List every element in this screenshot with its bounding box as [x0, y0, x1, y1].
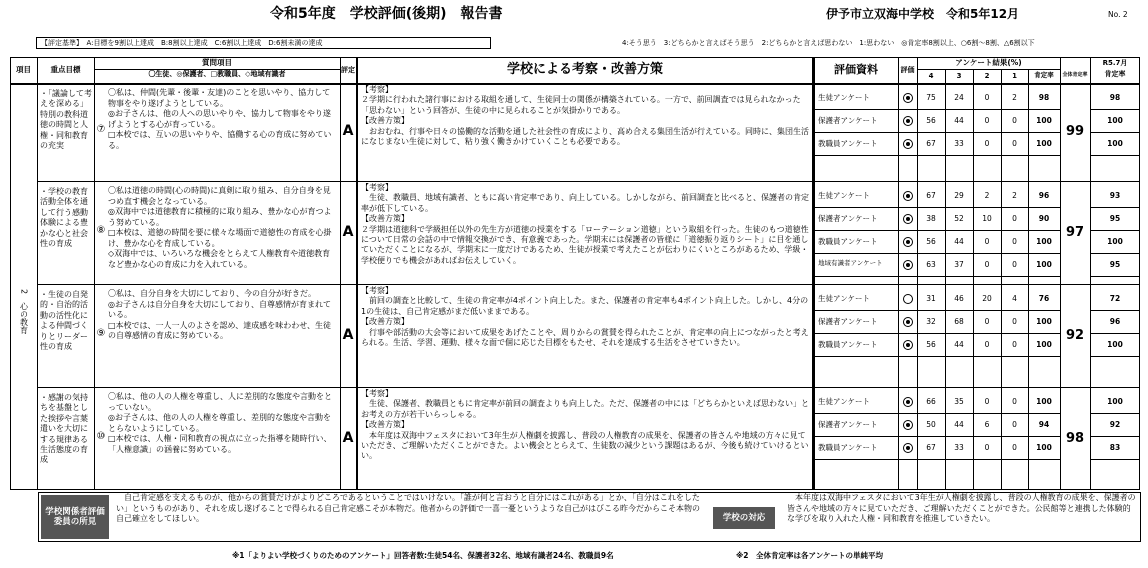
double-circle-icon: [903, 116, 913, 126]
survey-divider: [814, 109, 1060, 110]
survey-name: 生徒アンケート: [818, 191, 871, 200]
eval-mark-icon: [898, 86, 917, 109]
survey-rate: 100: [1036, 340, 1052, 349]
survey-rate: 100: [1036, 397, 1052, 406]
header-question: 質問項目: [202, 58, 232, 67]
survey-divider: [814, 436, 1060, 437]
survey-name: 教職員アンケート: [818, 340, 878, 349]
survey-divider: [1090, 413, 1140, 414]
survey-value-v2: 0: [984, 93, 990, 102]
double-circle-icon: [903, 340, 913, 350]
survey-value-v3: 35: [954, 397, 964, 406]
double-circle-icon: [903, 139, 913, 149]
criteria-box: 【評定基準】 A:目標を9割以上達成 B:8割以上達成 C:6割以上達成 D:6割未満の達成: [36, 37, 491, 49]
survey-divider: [814, 413, 1060, 414]
header-overall: 全体肯定率: [1062, 72, 1088, 78]
survey-divider: [1090, 230, 1140, 231]
survey-value-v4: 56: [926, 237, 936, 246]
response-text: 本年度は双海中フェスタにおいて3年生が人権劇を披露し、普段の人権教育の成果を、保護者の皆さんや地域の方々に見ていただき、ご理解いただくことができた。公民館等と連携した体験的な学びを取り入れた人権・同和教育を推進していきたい。: [787, 493, 1136, 524]
survey-divider: [1090, 109, 1140, 110]
survey-value-v3: 37: [954, 260, 964, 269]
grade-value: A: [342, 429, 354, 446]
survey-rate: 98: [1038, 93, 1050, 102]
survey-name: 生徒アンケート: [818, 93, 871, 102]
double-circle-icon: [903, 317, 913, 327]
survey-name: 教職員アンケート: [818, 237, 878, 246]
survey-value-v1: 0: [1012, 139, 1017, 148]
survey-value-v4: 66: [926, 397, 936, 406]
question-text: 〇私は、仲間(先輩・後輩・友達)のことを思いやり、協力して物事をやり遂げようとしている。 ◎お子さんは、他の人への思いやりや、協力して物事をやり遂げようとする心が育っている。 □本校では、互いの思いやりや、協働する心の育成に努めている。: [108, 88, 332, 150]
survey-divider: [814, 155, 1060, 156]
survey-r5-rate: 72: [1109, 294, 1121, 303]
goal-text: ・感謝の気持ちを基盤とした挨拶や言葉遣いを大切にする規律ある生活態度の育成: [40, 393, 88, 465]
header-reflection: 学校による考察・改善方策: [506, 62, 663, 78]
header-goal: 重点目標: [50, 65, 81, 75]
survey-divider: [1090, 276, 1140, 277]
committee-label: 学校関係者評価委員の所見: [41, 495, 109, 539]
question-text: 〇私は、自分自身を大切にしており、今の自分が好きだ。 ◎お子さんは自分自身を大切にしており、自尊感情が育まれている。 □本校では、一人一人のよさを認め、達成感を味わわせ、生徒の自尊感情の育成に努めている。: [108, 289, 331, 341]
survey-value-v1: 0: [1012, 260, 1017, 269]
header-item: 項目: [16, 65, 31, 75]
survey-name: 教職員アンケート: [818, 443, 878, 452]
eval-mark-icon: [898, 109, 917, 132]
response-label: 学校の対応: [713, 507, 775, 529]
survey-name: 教職員アンケート: [818, 139, 878, 148]
survey-value-v2: 20: [982, 294, 992, 303]
survey-value-v1: 0: [1012, 237, 1017, 246]
survey-r5-rate: 100: [1107, 397, 1123, 406]
reflection-text: 【考察】 前回の調査と比較して、生徒の肯定率が4ポイント向上した。また、保護者の肯定率も4ポイント向上した。しかし、4分の1の生徒は、自己肯定感がまだ低いままである。 【改善方策】 行事や部活動の大会等において成果をあげたことや、周りからの賞賛を得られたことが、肯定率の向上につながったと考えられる。生活、学習、運動、様々な面で個に応じた目標をもたせ、それを達成する生活をさせていきたい。: [361, 286, 809, 347]
footnote-2: ※2 全体肯定率は各アンケートの単純平均: [736, 551, 884, 560]
survey-value-v1: 0: [1012, 317, 1017, 326]
survey-rate: 100: [1036, 116, 1052, 125]
goal-text: ・学校の教育活動全体を通して行う感動体験による豊かな心と社会性の育成: [40, 187, 88, 248]
question-text: 〇私は道徳の時間(心の時間)に真剣に取り組み、自分自身を見つめ直す機会となっている。 ◎双海中では道徳教育に積極的に取り組み、豊かな心が育つよう努めている。 □本校は、道徳の時間を要に様々な場面で道徳性の育成を心掛け、豊かな心を育成している。 ◇双海中では、いろいろな機会をとらえて人権教育や道徳教育など豊かな心の育成に力を入れている。: [108, 186, 332, 269]
overall-rate: 99: [1065, 124, 1085, 140]
survey-value-v2: 2: [984, 191, 990, 200]
overall-rate: 98: [1065, 430, 1085, 446]
survey-value-v4: 56: [926, 116, 936, 125]
survey-value-v4: 67: [926, 139, 936, 148]
survey-r5-rate: 95: [1109, 260, 1121, 269]
survey-divider: [814, 276, 1060, 277]
header-survey: アンケート結果(%): [955, 58, 1022, 67]
survey-value-v3: 33: [954, 443, 964, 452]
survey-rate: 100: [1036, 317, 1052, 326]
eval-mark-icon: [898, 413, 917, 436]
eval-mark-icon: [898, 230, 917, 253]
header-grade: 評定: [341, 65, 355, 74]
survey-value-v2: 0: [984, 237, 990, 246]
header-col-1: 1: [1012, 72, 1017, 80]
eval-mark-icon: [898, 333, 917, 356]
survey-r5-rate: 92: [1109, 420, 1121, 429]
survey-name: 生徒アンケート: [818, 397, 871, 406]
survey-divider: [814, 230, 1060, 231]
question-number: ⑩: [96, 431, 106, 442]
survey-value-v1: 0: [1012, 397, 1017, 406]
survey-value-v4: 50: [926, 420, 936, 429]
header-col-4: 4: [928, 72, 934, 80]
survey-divider: [1090, 253, 1140, 254]
double-circle-icon: [903, 237, 913, 247]
survey-value-v2: 0: [984, 340, 990, 349]
survey-value-v2: 0: [984, 443, 990, 452]
survey-name: 保護者アンケート: [818, 317, 878, 326]
question-number: ⑨: [96, 328, 106, 339]
header-r5-sub: 肯定率: [1104, 70, 1126, 78]
header-col-3: 3: [956, 72, 962, 80]
double-circle-icon: [903, 397, 913, 407]
survey-value-v3: 44: [954, 116, 964, 125]
question-number: ⑦: [96, 124, 106, 135]
survey-value-v2: 10: [982, 214, 992, 223]
eval-mark-icon: [898, 253, 917, 276]
survey-value-v1: 2: [1012, 191, 1017, 200]
survey-value-v4: 67: [926, 443, 936, 452]
eval-mark-icon: [898, 132, 917, 155]
survey-rate: 100: [1036, 237, 1052, 246]
survey-name: 生徒アンケート: [818, 294, 871, 303]
school-name: 伊予市立双海中学校 令和5年12月: [826, 7, 1020, 21]
survey-value-v2: 6: [984, 420, 990, 429]
survey-value-v3: 46: [954, 294, 964, 303]
survey-divider: [1090, 132, 1140, 133]
double-circle-icon: [903, 260, 913, 270]
survey-value-v2: 0: [984, 139, 990, 148]
survey-value-v4: 56: [926, 340, 936, 349]
question-number: ⑧: [96, 225, 106, 236]
survey-divider: [814, 459, 1060, 460]
overall-rate: 92: [1065, 327, 1085, 343]
eval-mark-icon: [898, 207, 917, 230]
survey-r5-rate: 95: [1109, 214, 1121, 223]
survey-r5-rate: 98: [1109, 93, 1121, 102]
survey-value-v1: 0: [1012, 116, 1017, 125]
grade-value: A: [342, 326, 354, 343]
header-r5: R5.7月: [1102, 59, 1128, 67]
goal-text: ・「議論して考えを深める」特別の教科道徳の時間と人権・同和教育の充実: [40, 89, 92, 150]
survey-value-v2: 0: [984, 317, 990, 326]
survey-value-v3: 52: [954, 214, 964, 223]
header-eval: 評価: [900, 65, 915, 74]
survey-divider: [814, 356, 1060, 357]
survey-divider: [1090, 459, 1140, 460]
header-rate: 肯定率: [1034, 71, 1054, 79]
survey-rate: 100: [1036, 139, 1052, 148]
header-question-sub: 〇生徒、◎保護者、□教職員、◇地域有識者: [148, 70, 286, 78]
survey-divider: [814, 207, 1060, 208]
survey-divider: [814, 333, 1060, 334]
legend-text: 4:そう思う 3:どちらかと言えばそう思う 2:どちらかと言えば思わない 1:思わない ◎肯定率8割以上、○6割～8割、△6割以下: [622, 39, 1035, 47]
survey-value-v4: 63: [926, 260, 936, 269]
survey-rate: 94: [1038, 420, 1050, 429]
survey-value-v3: 44: [954, 420, 964, 429]
survey-r5-rate: 100: [1107, 116, 1123, 125]
survey-value-v3: 68: [954, 317, 964, 326]
survey-value-v3: 33: [954, 139, 964, 148]
survey-r5-rate: 93: [1109, 191, 1121, 200]
survey-value-v1: 0: [1012, 340, 1017, 349]
survey-value-v1: 0: [1012, 214, 1017, 223]
survey-divider: [814, 310, 1060, 311]
survey-divider: [1090, 207, 1140, 208]
survey-name: 地域有識者アンケート: [818, 259, 883, 267]
survey-rate: 90: [1038, 214, 1050, 223]
reflection-text: 【考察】 ２学期に行われた諸行事における取組を通して、生徒同士の関係が構築されている。一方で、前回調査では見られなかった「思わない」という回答が、生徒の中に見られることが気掛かりである。 【改善方策】 おおむね、行事や日々の協働的な活動を通した社会性の育成により、高め合える集団生活が行えている。同時に、集団生活になじまない生徒に対して、粘り強く働きかけていくことも必要である。: [361, 85, 809, 146]
survey-name: 保護者アンケート: [818, 214, 878, 223]
reflection-text: 【考察】 生徒、保護者、教職員ともに肯定率が前回の調査よりも向上した。ただ、保護者の中には「どちらかといえば思わない」とお考えの方が若干いらっしゃる。 【改善方策】 本年度は双海中フェスタにおいて3年生が人権劇を披露し、普段の人権教育の成果を、保護者の皆さんや地域の方々に見ていただき、ご理解いただくことができた。よい機会ととらえて、生徒数の減少という課題はあるが、今後も続けていけるといい。: [361, 389, 809, 461]
survey-value-v1: 2: [1012, 93, 1017, 102]
overall-rate: 97: [1065, 224, 1085, 240]
survey-rate: 96: [1038, 191, 1050, 200]
survey-r5-rate: 100: [1107, 237, 1123, 246]
survey-value-v2: 0: [984, 260, 990, 269]
eval-mark-icon: [898, 436, 917, 459]
grade-value: A: [342, 223, 354, 240]
page-title: 令和5年度 学校評価(後期) 報告書: [270, 6, 503, 22]
goal-text: ・生徒の自発的・自治的活動の活性化による仲間づくりとリーダー性の育成: [40, 290, 88, 351]
eval-mark-icon: [898, 390, 917, 413]
eval-mark-icon: [898, 184, 917, 207]
survey-name: 保護者アンケート: [818, 116, 878, 125]
double-circle-icon: [903, 420, 913, 430]
reflection-text: 【考察】 生徒、教職員、地域有識者、ともに高い肯定率であり、向上している。しかしながら、前回調査と比べると、保護者の肯定率が低下している。 【改善方策】 ２学期は道徳科で学級担任以外の先生方が道徳の授業をする「ローテーション道徳」という取組を行った。生徒のもつ道徳性について日常の会話の中で情報交換ができ、有意義であった。学期末には保護者の皆様に「道徳振り返りシート」に目を通していただくことになるが、学期末に一度だけであるため、生徒が授業で考えたことが伝わりにくいところがあるため、学級・学校便りでも機会があればお伝えしていく。: [361, 183, 809, 265]
survey-divider: [1090, 436, 1140, 437]
survey-value-v3: 24: [954, 93, 964, 102]
survey-value-v1: 4: [1012, 294, 1017, 303]
eval-mark-icon: [898, 310, 917, 333]
survey-value-v1: 0: [1012, 420, 1017, 429]
survey-value-v3: 44: [954, 237, 964, 246]
eval-mark-icon: [898, 287, 917, 310]
footnote-1: ※1「よりよい学校づくりのためのアンケート」回答者数:生徒54名、保護者32名、地域有識者24名、教職員9名: [232, 551, 614, 560]
survey-value-v4: 31: [926, 294, 936, 303]
survey-value-v3: 44: [954, 340, 964, 349]
survey-value-v2: 0: [984, 397, 990, 406]
double-circle-icon: [903, 93, 913, 103]
survey-name: 保護者アンケート: [818, 420, 878, 429]
survey-divider: [814, 132, 1060, 133]
survey-value-v3: 29: [954, 191, 964, 200]
grade-value: A: [342, 123, 354, 140]
survey-rate: 100: [1036, 260, 1052, 269]
survey-r5-rate: 100: [1107, 340, 1123, 349]
evaluation-table: [10, 57, 1140, 490]
survey-value-v4: 32: [926, 317, 936, 326]
circle-icon: [903, 294, 913, 304]
survey-divider: [1090, 333, 1140, 334]
survey-r5-rate: 83: [1109, 443, 1121, 452]
survey-divider: [1090, 356, 1140, 357]
survey-r5-rate: 96: [1109, 317, 1121, 326]
committee-text: 自己肯定感を支えるものが、他からの賞賛だけがよりどころであるということではいけない。「誰が何と言おうと自分にはこれがある」とか、「自分はこれをしたい」というものがあり、それを成し遂げることで得られる自己肯定感こそが本物だ。他者からの評価で一喜一憂というような自己がはびこる昨今だからこそ本物の自己確立をしてほしい。: [116, 493, 700, 524]
double-circle-icon: [903, 443, 913, 453]
double-circle-icon: [903, 214, 913, 224]
item-label: 2 心の教育: [19, 289, 29, 335]
survey-divider: [814, 253, 1060, 254]
survey-rate: 76: [1038, 294, 1050, 303]
header-col-2: 2: [984, 72, 990, 80]
survey-value-v4: 67: [926, 191, 936, 200]
question-text: 〇私は、他の人の人権を尊重し、人に差別的な態度や言動をとっていない。 ◎お子さんは、他の人の人権を尊重し、差別的な態度や言動をとらないようにしている。 □本校では、人権・同和教育の視点に立った指導を随時行い、「人権意識」の涵養に努めている。: [108, 392, 332, 454]
survey-value-v4: 38: [926, 214, 936, 223]
survey-r5-rate: 100: [1107, 139, 1123, 148]
survey-value-v1: 0: [1012, 443, 1017, 452]
double-circle-icon: [903, 191, 913, 201]
survey-value-v4: 75: [926, 93, 936, 102]
survey-value-v2: 0: [984, 116, 990, 125]
survey-divider: [1090, 310, 1140, 311]
header-material: 評価資料: [834, 63, 878, 77]
page-number: No. 2: [1108, 10, 1128, 19]
survey-rate: 100: [1036, 443, 1052, 452]
survey-divider: [1090, 155, 1140, 156]
